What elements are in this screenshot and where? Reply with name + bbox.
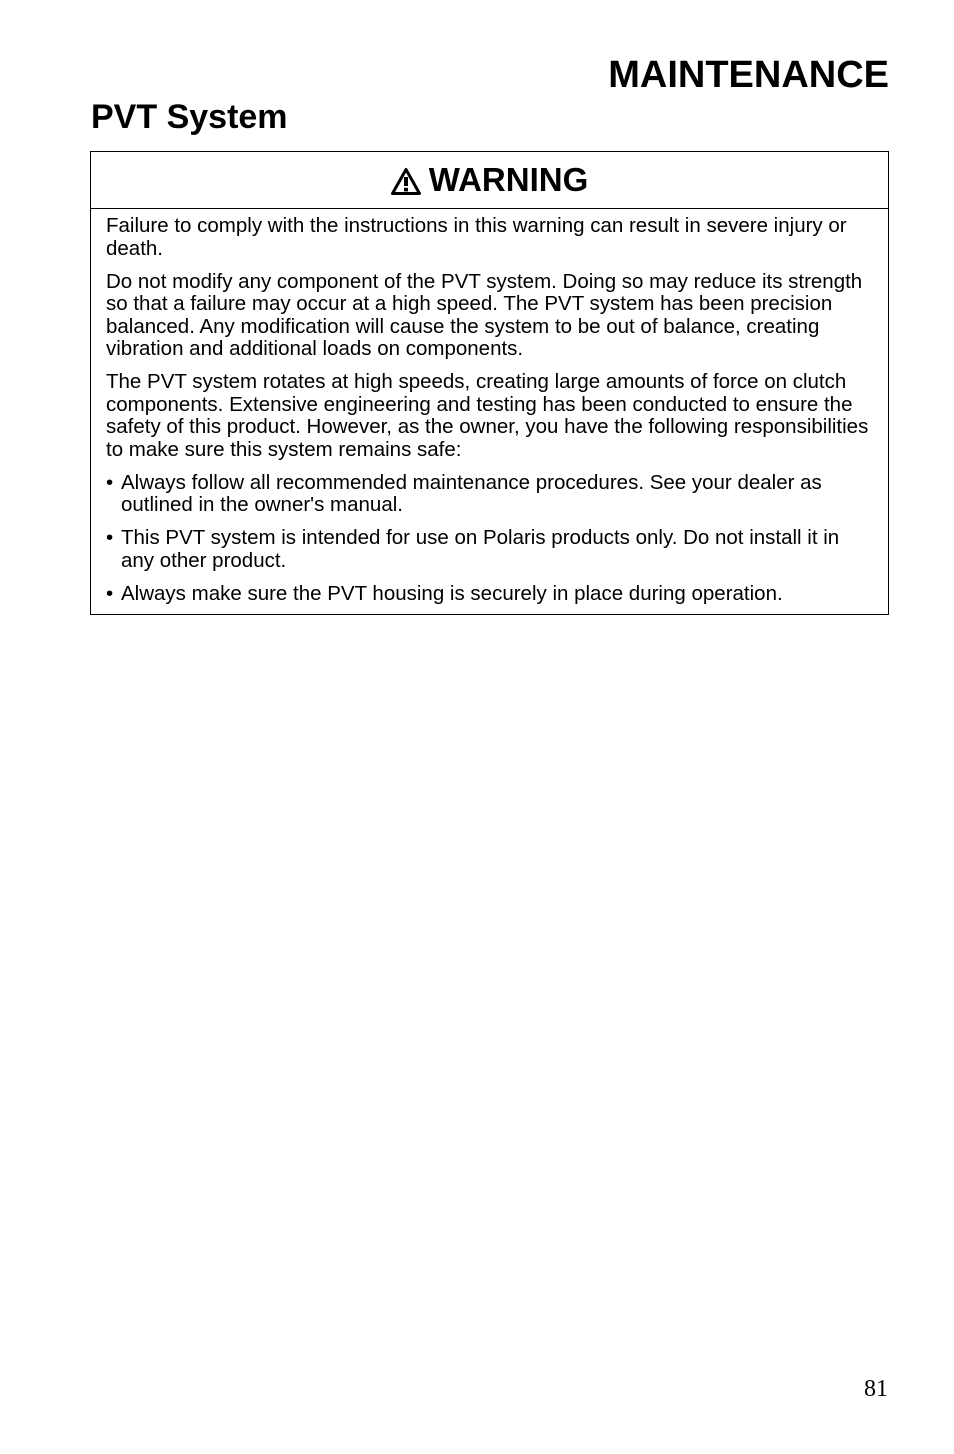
list-item [106,472,874,517]
warning-paragraph: Failure to comply with the instructions in this warning can result in severe injury or death. [106,214,847,260]
bullet-icon: • [106,470,114,494]
bullet-icon: • [106,526,114,549]
list-item-text: Always follow all recommended maintenance procedures. See your dealer as outlined in the owner's manual. [121,470,822,516]
warning-paragraph: Do not modify any component of the PVT system. Doing so may reduce its strength so that a failure may occur at a high speed. The PVT system has been precision balanced. Any modification will cause the system to be out of balance, creating vibration and additional loads on components. [106,269,863,360]
warning-label: WARNING [428,161,589,198]
warning-triangle-icon [391,166,421,195]
list-item [106,583,874,606]
warning-bullet-list [106,472,874,606]
section-header: MAINTENANCE [608,54,889,96]
list-item-text: This PVT system is intended for use on Polaris products only. Do not install it in any other product. [121,526,840,572]
warning-header [91,152,888,209]
bullet-icon: • [106,581,114,605]
list-item-text: Always make sure the PVT housing is securely in place during operation. [121,581,783,605]
warning-paragraph: The PVT system rotates at high speeds, creating large amounts of force on clutch components. Extensive engineering and testing has been conducted to ensure the safety of this product. However, as the owner, you have the following responsibilities to make sure this system remains safe: [106,370,869,461]
page-number: 81 [864,1376,888,1402]
page-title: PVT System [91,98,288,136]
warning-box [90,151,889,615]
list-item [106,527,874,572]
warning-body [91,209,888,605]
